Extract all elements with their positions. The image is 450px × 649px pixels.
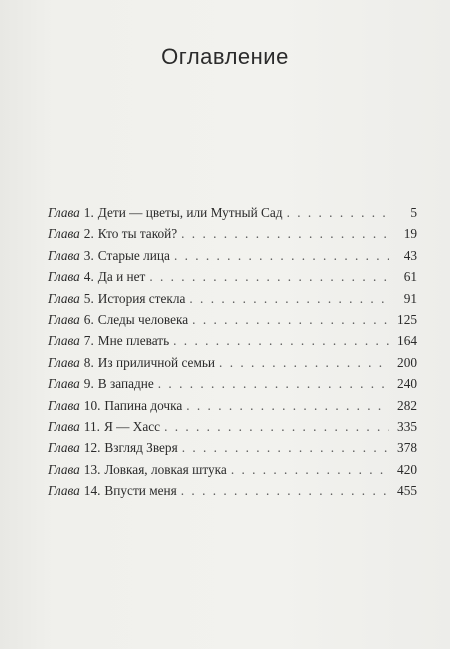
chapter-title: Ловкая, ловкая штука — [104, 461, 227, 477]
toc-entry — [48, 483, 417, 504]
chapter-title: Взгляд Зверя — [104, 440, 178, 456]
chapter-number: 9. — [83, 376, 94, 392]
chapter-title: Кто ты такой? — [97, 226, 178, 242]
page-number: 164 — [397, 333, 417, 349]
chapter-number: 11. — [83, 418, 100, 434]
page-number: 378 — [397, 440, 417, 456]
chapter-word: Глава — [48, 397, 80, 413]
chapter-word: Глава — [48, 440, 80, 456]
toc-entry — [48, 462, 417, 483]
dot-leader — [186, 398, 389, 414]
dot-leader — [219, 355, 389, 371]
dot-leader — [189, 291, 389, 307]
chapter-number: 3. — [83, 247, 94, 263]
page-number: 61 — [403, 269, 417, 285]
chapter-number: 2. — [83, 226, 94, 242]
dot-leader — [149, 269, 389, 285]
chapter-number: 7. — [83, 333, 94, 349]
chapter-word: Глава — [48, 311, 80, 327]
chapter-word: Глава — [48, 376, 80, 392]
dot-leader — [181, 483, 389, 499]
chapter-word: Глава — [48, 461, 80, 477]
chapter-number: 4. — [83, 269, 94, 285]
dot-leader — [181, 226, 389, 242]
dot-leader — [231, 462, 389, 478]
chapter-word: Глава — [48, 269, 80, 285]
page-number: 282 — [397, 397, 417, 413]
chapter-number: 14. — [83, 483, 101, 499]
page-number: 43 — [403, 247, 417, 263]
chapter-word: Глава — [48, 205, 80, 220]
chapter-number: 8. — [83, 354, 94, 370]
chapter-title: Мне плевать — [97, 333, 170, 349]
chapter-title: Дети — цветы, или Мутный Сад — [97, 205, 283, 220]
page-number: 455 — [397, 483, 417, 499]
chapter-title: Да и нет — [97, 269, 146, 285]
toc-entry — [48, 440, 417, 461]
chapter-word: Глава — [48, 354, 80, 370]
chapter-word: Глава — [48, 226, 80, 242]
chapter-number: 10. — [83, 397, 101, 413]
chapter-title: Я — Хасс — [103, 418, 161, 434]
dot-leader — [192, 312, 389, 328]
chapter-title: Впусти меня — [104, 483, 177, 499]
toc-entry — [48, 398, 417, 419]
toc-entry — [48, 269, 417, 290]
dot-leader — [182, 440, 389, 456]
dot-leader — [158, 376, 389, 392]
chapter-word: Глава — [48, 333, 80, 349]
toc-entry — [48, 248, 417, 269]
dot-leader — [287, 205, 389, 221]
page-title: Оглавление — [161, 44, 289, 69]
dot-leader — [164, 419, 389, 435]
chapter-title: Папина дочка — [104, 397, 183, 413]
chapter-number: 5. — [83, 290, 94, 306]
chapter-title: В западне — [97, 376, 154, 392]
toc-entry — [48, 226, 417, 247]
toc-entry — [48, 419, 417, 440]
chapter-word: Глава — [48, 418, 80, 434]
page-number: 240 — [397, 376, 417, 392]
toc-entry — [48, 355, 417, 376]
table-of-contents — [48, 205, 417, 504]
chapter-word: Глава — [48, 483, 80, 499]
chapter-title: Из приличной семьи — [97, 354, 216, 370]
page-number: 125 — [397, 311, 417, 327]
chapter-number: 1. — [83, 205, 94, 220]
chapter-title: Следы человека — [97, 311, 189, 327]
chapter-word: Глава — [48, 247, 80, 263]
toc-entry — [48, 312, 417, 333]
toc-entry — [48, 291, 417, 312]
chapter-number: 6. — [83, 311, 94, 327]
page-number: 91 — [403, 290, 417, 306]
dot-leader — [173, 333, 389, 349]
dot-leader — [174, 248, 389, 264]
toc-entry — [48, 205, 417, 226]
page-number: 420 — [397, 461, 417, 477]
page-number: 19 — [403, 226, 417, 242]
page-number: 5 — [410, 205, 417, 220]
chapter-word: Глава — [48, 290, 80, 306]
toc-entry — [48, 333, 417, 354]
page-number: 200 — [397, 354, 417, 370]
chapter-number: 12. — [83, 440, 101, 456]
toc-entry — [48, 376, 417, 397]
page-number: 335 — [397, 418, 417, 434]
chapter-title: История стекла — [97, 290, 186, 306]
chapter-number: 13. — [83, 461, 101, 477]
chapter-title: Старые лица — [97, 247, 170, 263]
